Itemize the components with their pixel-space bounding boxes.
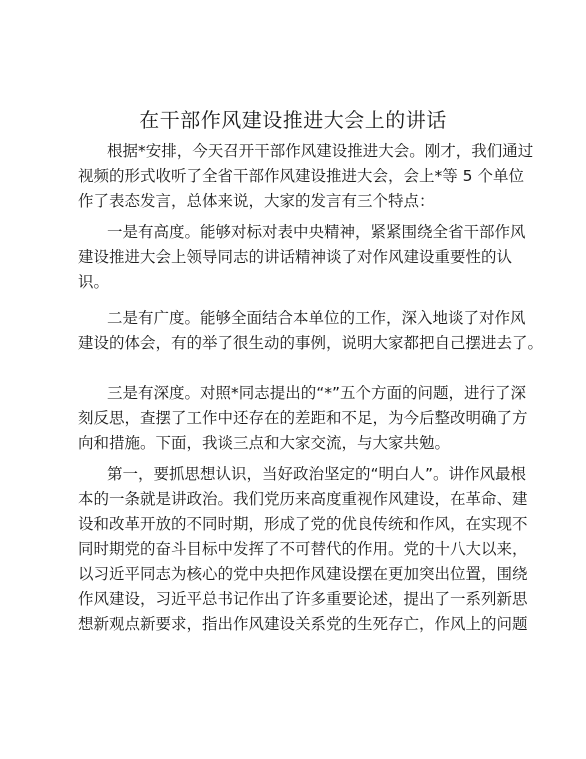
- paragraph-line: 以习近平同志为核心的党中央把作风建设摆在更加突出位置，围绕: [78, 565, 528, 583]
- paragraph-line: 向和措施。下面，我谈三点和大家交流，与大家共勉。: [78, 434, 451, 452]
- paragraph-line: 设和改革开放的不同时期，形成了党的优良传统和作风，在实现不: [78, 515, 528, 533]
- paragraph-line: 刻反思，查摆了工作中还存在的差距和不足，为今后整改明确了方: [78, 409, 528, 427]
- document-title: 在干部作风建设推进大会上的讲话: [139, 108, 447, 132]
- paragraph-line: 想新观点新要求，指出作风建设关系党的生死存亡，作风上的问题: [78, 615, 528, 633]
- paragraph-line: 三是有深度。对照*同志提出的“*”五个方面的问题，进行了深: [107, 384, 527, 402]
- paragraph-line: 根据*安排，今天召开干部作风建设推进大会。刚才，我们通过: [107, 142, 534, 160]
- paragraph-line: 作了表态发言，总体来说，大家的发言有三个特点：: [78, 192, 435, 210]
- paragraph-line: 建设推进大会上领导同志的讲话精神谈了对作风建设重要性的认: [78, 248, 513, 266]
- paragraph-line: 作风建设，习近平总书记作出了许多重要论述，提出了一系列新思: [78, 590, 528, 608]
- paragraph-line: 一是有高度。能够对标对表中央精神，紧紧围绕全省干部作风: [107, 223, 526, 241]
- paragraph-line: 二是有广度。能够全面结合本单位的工作，深入地谈了对作风: [107, 309, 526, 327]
- paragraph-line: 同时期党的奋斗目标中发挥了不可替代的作用。党的十八大以来，: [78, 540, 528, 558]
- paragraph-line: 识。: [78, 273, 110, 291]
- paragraph-line: 本的一条就是讲政治。我们党历来高度重视作风建设，在革命、建: [78, 490, 528, 508]
- paragraph-line: 建设的体会，有的举了很生动的事例，说明大家都把自己摆进去了。: [78, 334, 544, 352]
- paragraph-line: 视频的形式收听了全省干部作风建设推进大会，会上*等 5 个单位: [78, 167, 524, 185]
- paragraph-line: 第一，要抓思想认识，当好政治坚定的“明白人”。讲作风最根: [107, 465, 527, 483]
